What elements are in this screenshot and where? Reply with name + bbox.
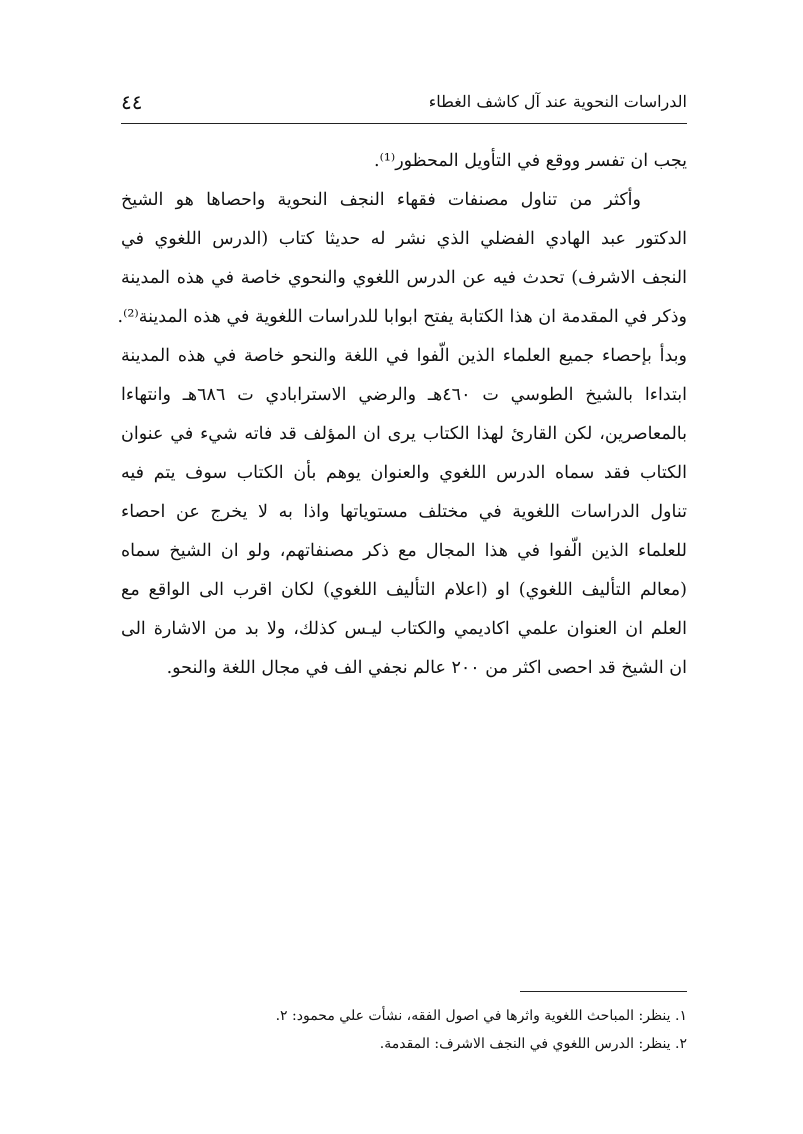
- body-line: وبدأ بإحصاء جميع العلماء الذين الّفوا في اللغة والنحو خاصة في هذه المدينة: [121, 346, 687, 366]
- body-line: وذكر في المقدمة ان هذا الكتابة يفتح ابوابا للدراسات اللغوية في هذه المدينة⁽²⁾.: [117, 307, 687, 327]
- footnote: ١. ينظر: المباحث اللغوية واثرها في اصول الفقه، نشأت علي محمود: ٢.: [275, 1008, 687, 1024]
- running-header: [121, 88, 687, 122]
- body-line: وأكثر من تناول مصنفات فقهاء النجف النحوية واحصاها هو الشيخ: [121, 190, 641, 210]
- body-line: العلم ان العنوان علمي اكاديمي والكتاب ليـس كذلك، ولا بد من الاشارة الى: [121, 619, 687, 639]
- body-line: الدكتور عبد الهادي الفضلي الذي نشر له حديثا كتاب (الدرس اللغوي في: [121, 229, 687, 249]
- body-line: ابتداءا بالشيخ الطوسي ت ٤٦٠هـ والرضي الاسترابادي ت ٦٨٦هـ وانتهاءا: [121, 385, 688, 405]
- footnotes: [121, 1002, 687, 1058]
- footnote: ٢. ينظر: الدرس اللغوي في النجف الاشرف: المقدمة.: [379, 1036, 687, 1052]
- body-line: (معالم التأليف اللغوي) او (اعلام التأليف اللغوي) لكان اقرب الى الواقع مع: [121, 580, 687, 600]
- body-line: للعلماء الذين الّفوا في هذا المجال مع ذكر مصنفاتهم، ولو ان الشيخ سماه: [121, 541, 687, 561]
- body-line: يجب ان تفسر ووقع في التأويل المحظور⁽¹⁾.: [374, 151, 687, 171]
- body-line: تناول الدراسات اللغوية في مختلف مستوياتها واذا به لا يخرج عن احصاء: [121, 502, 687, 522]
- body-line: بالمعاصرين، لكن القارئ لهذا الكتاب يرى ان المؤلف قد فاته شيء في عنوان: [121, 424, 687, 444]
- body-line: الكتاب فقد سماه الدرس اللغوي والعنوان يوهم بأن الكتاب سوف يتم فيه: [121, 463, 687, 483]
- footnote-separator: [520, 991, 687, 992]
- page-number: ٤٤: [121, 90, 143, 114]
- header-rule: [121, 123, 687, 124]
- running-header-title: الدراسات النحوية عند آل كاشف الغطاء: [428, 92, 687, 111]
- body-text: [117, 142, 688, 688]
- body-line: النجف الاشرف) تحدث فيه عن الدرس اللغوي والنحوي خاصة في هذه المدينة: [121, 268, 687, 288]
- body-line: ان الشيخ قد احصى اكثر من ٢٠٠ عالم نجفي الف في مجال اللغة والنحو.: [166, 658, 687, 678]
